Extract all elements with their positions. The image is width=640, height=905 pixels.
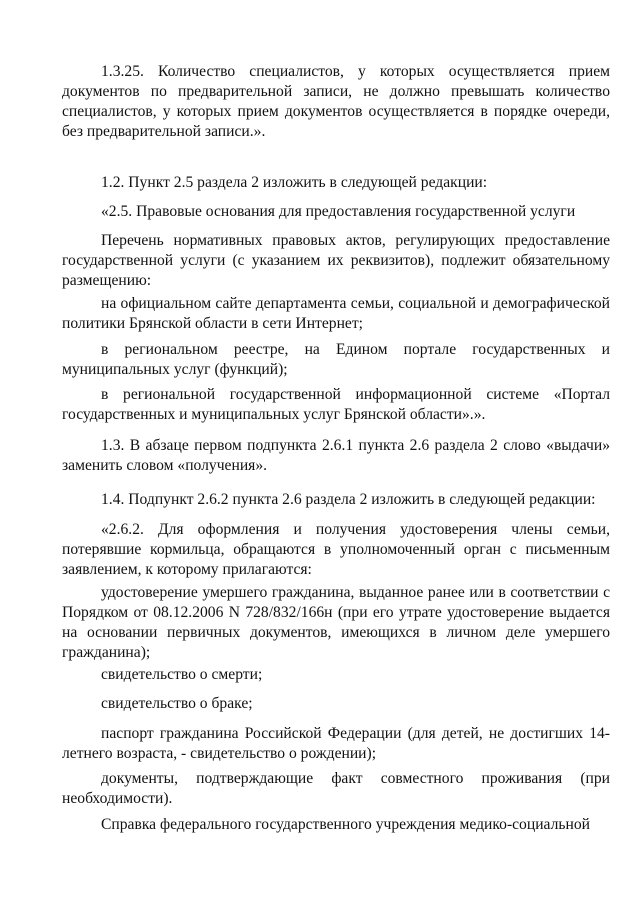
- paragraph-regional-registry: в региональном реестре, на Едином портале государственных и муниципальных услуг (функций);: [62, 341, 610, 378]
- paragraph-regional-portal: в региональной государственной информационной системе «Портал государственных и муниципальных услуг Брянской области».».: [62, 386, 610, 423]
- paragraph-2-5-heading: «2.5. Правовые основания для предоставления государственной услуги: [101, 203, 576, 220]
- paragraph-2-6-2: «2.6.2. Для оформления и получения удостоверения члены семьи, потерявшие кормильца, обращаются в уполномоченный орган с письменным заявлением, к которому прилагаются:: [62, 521, 610, 578]
- paragraph-certificate: удостоверение умершего гражданина, выданное ранее или в соответствии с Порядком от 08.12.2006 N 728/832/166н (при его утрате удостоверение выдается на основании первичных документов, имеющихся в личном деле умершего гражданина);: [62, 584, 610, 661]
- paragraph-marriage-certificate: свидетельство о браке;: [101, 695, 253, 712]
- paragraph-passport: паспорт гражданина Российской Федерации (для детей, не достигших 14-летнего возраста, - свидетельство о рождении);: [62, 725, 610, 762]
- paragraph-1-2: 1.2. Пункт 2.5 раздела 2 изложить в следующей редакции:: [101, 174, 488, 191]
- paragraph-official-site: на официальном сайте департамента семьи, социальной и демографической политики Брянской области в сети Интернет;: [62, 295, 610, 332]
- paragraph-1-4: 1.4. Подпункт 2.6.2 пункта 2.6 раздела 2 изложить в следующей редакции:: [101, 491, 596, 508]
- paragraph-legal-acts-list: Перечень нормативных правовых актов, регулирующих предоставление государственной услуги (с указанием их реквизитов), подлежит обязательному размещению:: [62, 232, 610, 289]
- paragraph-medical-certificate: Справка федерального государственного учреждения медико-социальной: [101, 816, 590, 833]
- paragraph-1-3: 1.3. В абзаце первом подпункта 2.6.1 пункта 2.6 раздела 2 слово «выдачи» заменить словом «получения».: [62, 437, 610, 474]
- paragraph-1-3-25: 1.3.25. Количество специалистов, у которых осуществляется прием документов по предварительной записи, не должно превышать количество специалистов, у которых прием документов осуществляется в порядке очереди, без предварительной записи.».: [62, 63, 610, 140]
- paragraph-cohabitation-docs: документы, подтверждающие факт совместного проживания (при необходимости).: [62, 770, 610, 807]
- paragraph-death-certificate: свидетельство о смерти;: [101, 666, 263, 683]
